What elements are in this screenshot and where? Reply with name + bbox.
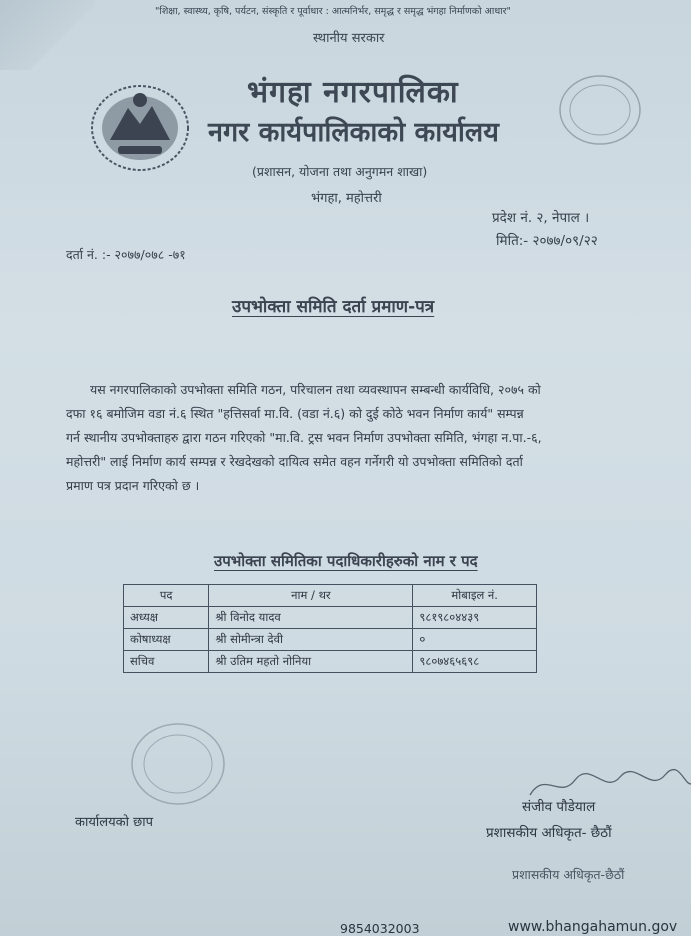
name-cell: श्री सोमीन्त्रा देवी [209,629,413,651]
municipality-name: भंगहा नगरपालिका [247,75,459,110]
table-row [124,651,537,673]
name-cell: श्री उतिम महतो नोनिया [209,651,413,673]
province-label: प्रदेश नं. २, नेपाल । [492,210,590,226]
body-line: दफा १६ बमोजिम वडा नं.६ स्थित "हत्तिसर्वा मा.वि. (वडा नं.६) को दुई कोठे भवन निर्माण कार्य" सम्पन्न [66,406,524,421]
printed-designation: प्रशासकीय अधिकृत-छैठौं [512,867,625,882]
motto: "शिक्षा, स्वास्थ्य, कृषि, पर्यटन, संस्कृति र पूर्वाधार : आत्मनिर्भर, समृद्ध र समृद्ध भंगहा निर्माणको आधार" [155,6,511,17]
mobile-cell: ९८१९८०४४३९ [413,607,537,629]
column-header: पद [124,585,209,607]
office-seal-label: कार्यालयको छाप [75,815,153,830]
position-cell: कोषाध्यक्ष [124,629,209,651]
office-name: नगर कार्यपालिकाको कार्यालय [208,117,499,148]
name-cell: श्री विनोद यादव [209,607,413,629]
office-stamp-icon [128,720,228,808]
body-line: यस नगरपालिकाको उपभोक्ता समिति गठन, परिचालन तथा व्यवस्थापन सम्बन्धी कार्यविधि, २०७५ को [90,382,541,397]
body-line: प्रमाण पत्र प्रदान गरिएको छ । [66,478,200,493]
column-header: मोबाइल नं. [413,585,537,607]
table-row [124,629,537,651]
signer-designation: प्रशासकीय अधिकृत- छैठौं [486,825,612,841]
mobile-cell: ९८०७४६५६९८ [413,651,537,673]
certificate-body [66,378,656,498]
registration-number: दर्ता नं. :- २०७७/०७८ -७१ [66,247,186,262]
document-title: उपभोक्ता समिति दर्ता प्रमाण-पत्र [232,297,435,317]
folded-corner [0,0,95,70]
table-header-row [124,585,537,607]
body-line: महोत्तरी" लाई निर्माण कार्य सम्पन्न र रेखदेखको दायित्व समेत वहन गर्नेगरी यो उपभोक्ता समितिको दर्ता [66,454,523,469]
mobile-cell: ० [413,629,537,651]
branch-name: (प्रशासन, योजना तथा अनुगमन शाखा) [252,164,428,179]
members-table-title: उपभोक्ता समितिका पदाधिकारीहरुको नाम र पद [214,552,478,570]
body-line: गर्न स्थानीय उपभोक्ताहरु द्वारा गठन गरिएको "मा.वि. ट्रस भवन निर्माण उपभोक्ता समिति, भंगहा न.पा.-६, [66,430,542,445]
website-link[interactable]: www.bhangahamun.gov [508,919,678,935]
column-header: नाम / थर [209,585,413,607]
faded-stamp-icon [555,70,645,150]
office-location: भंगहा, महोत्तरी [311,191,382,206]
signer-name: संजीव पौडेयाल [522,799,596,815]
local-government-label: स्थानीय सरकार [313,31,385,46]
table-row [124,607,537,629]
members-table [123,584,537,673]
position-cell: अध्यक्ष [124,607,209,629]
issue-date: मिति:- २०७७/०९/२२ [496,233,598,249]
contact-phone: 9854032003 [340,921,420,936]
nepal-emblem-icon [88,78,192,174]
position-cell: सचिव [124,651,209,673]
